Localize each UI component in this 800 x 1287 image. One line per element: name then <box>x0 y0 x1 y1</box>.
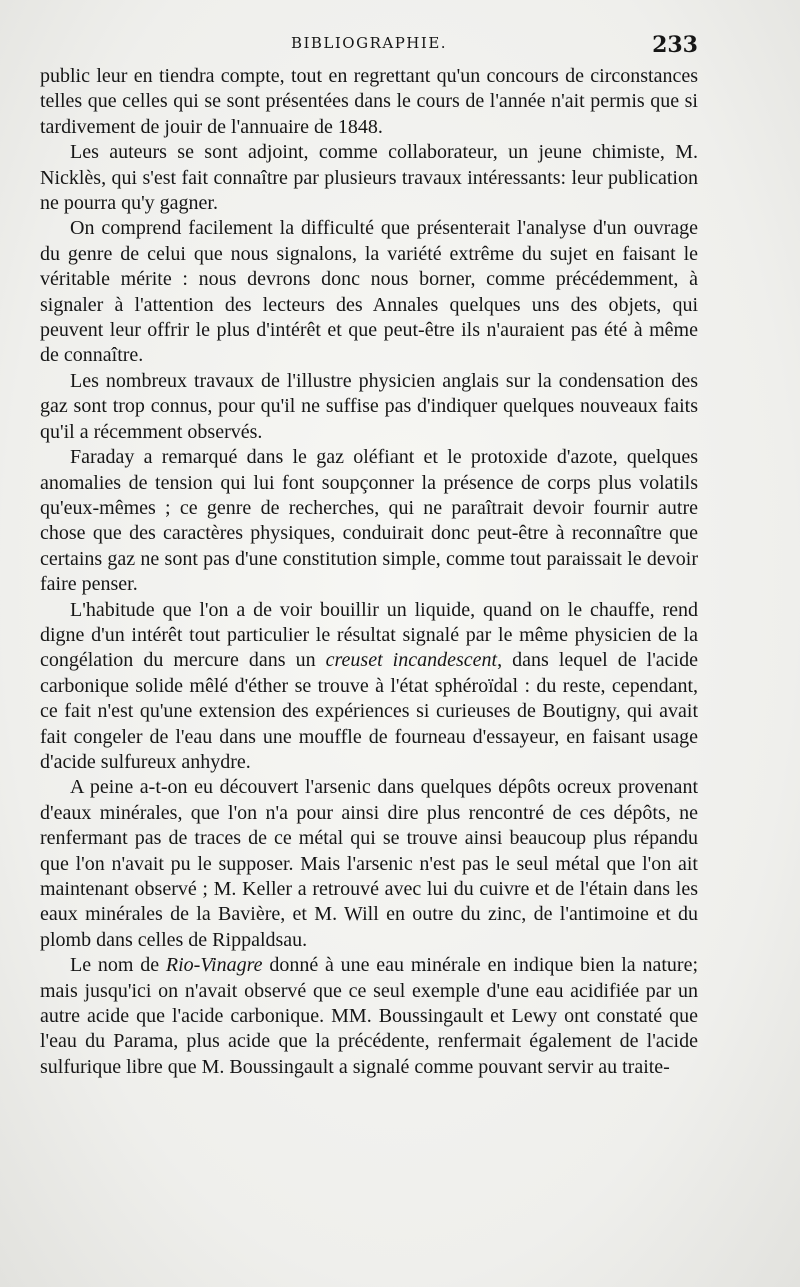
paragraph-4: Les nombreux travaux de l'illustre physicien anglais sur la condensation des gaz sont trop connus, pour qu'il ne suffise pas d'indiquer quelques nouveaux faits qu'il a récemment observés. <box>40 369 698 443</box>
paragraph-8-start: Le nom de <box>70 954 166 977</box>
body-text <box>40 64 698 1080</box>
page-number: 233 <box>652 32 698 58</box>
paragraph-1: public leur en tiendra compte, tout en regrettant qu'un concours de circonstances telles que celles qui se sont présentées dans le cours de l'année n'ait permis que si tardivement de jouir de l'annuaire de 1848. <box>40 65 698 138</box>
paragraph-5: Faraday a remarqué dans le gaz oléfiant et le protoxide d'azote, quelques anomalies de tension qui lui font soupçonner la présence de corps plus volatils qu'eux-mêmes ; ce genre de recherches, qui ne paraîtrait devoir fournir autre chose que des caractères physiques, conduirait donc peut-être à reconnaître que certains gaz ne sont pas d'une constitution simple, comme tout paraissait le devoir faire penser. <box>40 446 698 596</box>
paragraph-6-italic: creuset incandescent <box>325 649 498 672</box>
paragraph-6 <box>40 598 698 776</box>
page-header <box>40 32 698 62</box>
paragraph-8-end: donné à une eau minérale en indique bien la nature; mais jusqu'ici on n'avait observé que ce seul exemple d'une eau acidifiée par un autre acide que l'acide carbonique. MM. Boussingault et Lewy ont constaté que l'eau du Parama, plus acide que la précédente, renfermait également de l'acide sulfurique libre que M. Boussingault a signalé comme pouvant servir au traite- <box>40 954 698 1078</box>
paragraph-6-start: L'habitude que l'on a de voir bouillir un liquide, quand on le chauffe, rend digne d'un intérêt tout particulier le résultat signalé par le même physicien de la congélation du mercure dans un <box>40 598 698 672</box>
paragraph-6-end: , dans lequel de l'acide carbonique solide mêlé d'éther se trouve à l'état sphéroïdal : du reste, cependant, ce fait n'est qu'une extension des expériences si curieuses de Boutigny, qui avait fait congeler de l'eau dans une mouffle de fourneau d'essayeur, en faisant usage d'acide sulfureux anhydre. <box>40 649 698 773</box>
paragraph-8-italic: Rio-Vinagre <box>165 954 263 977</box>
paragraph-8 <box>40 953 698 1080</box>
running-head: BIBLIOGRAPHIE. <box>290 34 448 52</box>
paragraph-3: On comprend facilement la difficulté que présenterait l'analyse d'un ouvrage du genre de celui que nous signalons, la variété extrême du sujet en faisant le véritable mérite : nous devrons donc nous borner, comme précédemment, à signaler à l'attention des lecteurs des Annales quelques uns des objets, qui peuvent leur offrir le plus d'intérêt et que peut-être ils n'auraient pas été à même de connaître. <box>40 217 698 367</box>
paragraph-2: Les auteurs se sont adjoint, comme collaborateur, un jeune chimiste, M. Nicklès, qui s'est fait connaître par plusieurs travaux intéressants: leur publication ne pourra qu'y gagner. <box>40 141 698 215</box>
paragraph-7: A peine a-t-on eu découvert l'arsenic dans quelques dépôts ocreux provenant d'eaux minérales, que l'on n'a pour ainsi dire plus rencontré de ces dépôts, ne renfermant pas de traces de ce métal qui se trouve ainsi beaucoup plus répandu que l'on n'avait pu le supposer. Mais l'arsenic n'est pas le seul métal que l'on ait maintenant observé ; M. Keller a retrouvé avec lui du cuivre et de l'étain dans les eaux minérales de la Bavière, et M. Will en outre du zinc, de l'antimoine et du plomb dans celles de Rippaldsau. <box>40 776 698 951</box>
